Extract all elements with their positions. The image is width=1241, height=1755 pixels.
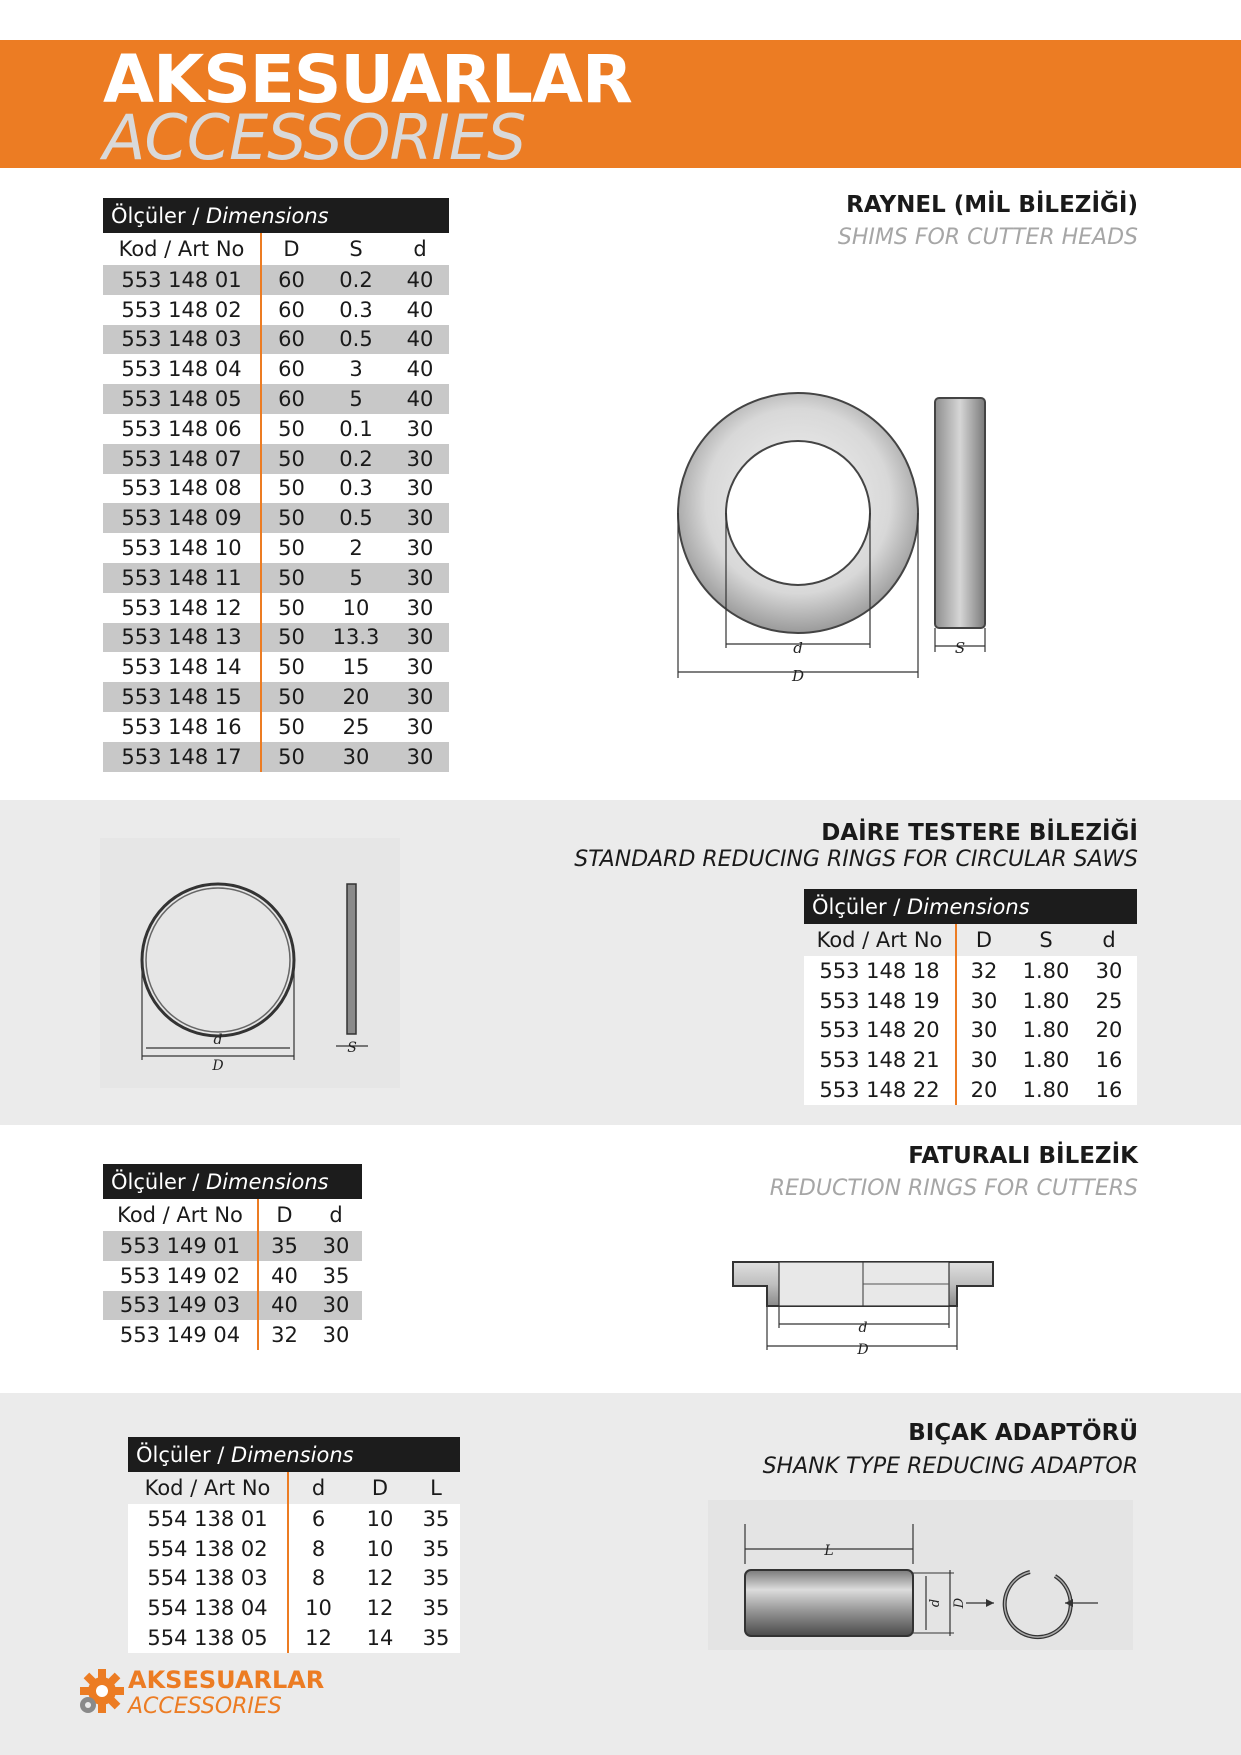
col-header-L: L bbox=[430, 1476, 442, 1500]
table-cell: 1.80 bbox=[1011, 1075, 1081, 1105]
saw-ring-d-label: d bbox=[213, 1032, 223, 1048]
table-cell: 1.80 bbox=[1011, 956, 1081, 986]
saw-ring-drawing bbox=[100, 838, 400, 1088]
table-row bbox=[103, 593, 449, 623]
table-row bbox=[128, 1504, 460, 1534]
table-cell: 554 138 03 bbox=[128, 1564, 288, 1594]
table-cell: 0.5 bbox=[321, 503, 391, 533]
gear-logo-icon bbox=[76, 1665, 128, 1717]
table-row bbox=[103, 474, 449, 504]
table-cell: 30 bbox=[310, 1291, 362, 1321]
table-cell: 32 bbox=[956, 956, 1011, 986]
table-cell: 12 bbox=[348, 1564, 412, 1594]
table-row bbox=[103, 1231, 362, 1261]
shim-drawing bbox=[665, 380, 1005, 690]
reduction-rings-table bbox=[103, 1164, 362, 1350]
saw-ring-D-label: D bbox=[212, 1058, 224, 1074]
table-cell: 60 bbox=[261, 384, 321, 414]
table-cell: 25 bbox=[321, 712, 391, 742]
col-header-code: Kod / Art No bbox=[128, 1472, 288, 1504]
table-cell: 40 bbox=[391, 354, 449, 384]
col-header-D: D bbox=[276, 1203, 293, 1227]
table-row bbox=[103, 503, 449, 533]
table-cell: 1.80 bbox=[1011, 986, 1081, 1016]
table-row bbox=[103, 623, 449, 653]
table-cell: 2 bbox=[321, 533, 391, 563]
table-cell: 50 bbox=[261, 533, 321, 563]
table-row bbox=[103, 652, 449, 682]
table-cell: 0.3 bbox=[321, 474, 391, 504]
table-cell: 10 bbox=[321, 593, 391, 623]
table-cell: 553 148 17 bbox=[103, 742, 261, 772]
col-header-d: d bbox=[1102, 928, 1116, 952]
table-row bbox=[103, 712, 449, 742]
table-cell: 32 bbox=[258, 1320, 310, 1350]
table-cell: 0.1 bbox=[321, 414, 391, 444]
saw-rings-title-tr: DAİRE TESTERE BİLEZİĞİ bbox=[821, 820, 1138, 846]
table-cell: 5 bbox=[321, 563, 391, 593]
shank-adaptor-title-en: SHANK TYPE REDUCING ADAPTOR bbox=[762, 1454, 1138, 1479]
table-cell: 553 148 02 bbox=[103, 295, 261, 325]
table-row bbox=[103, 295, 449, 325]
table-row bbox=[103, 533, 449, 563]
table-row bbox=[103, 742, 449, 772]
table-cell: 30 bbox=[391, 503, 449, 533]
table-row bbox=[103, 1320, 362, 1350]
table-title: Ölçüler / Dimensions bbox=[103, 1164, 362, 1199]
shim-d-label: d bbox=[793, 639, 803, 657]
table-cell: 553 149 02 bbox=[103, 1261, 258, 1291]
saw-rings-table bbox=[804, 889, 1137, 1105]
reduction-ring-D-label: D bbox=[857, 1342, 869, 1358]
table-row bbox=[103, 1261, 362, 1291]
table-cell: 30 bbox=[310, 1320, 362, 1350]
table-cell: 553 148 13 bbox=[103, 623, 261, 653]
table-cell: 0.3 bbox=[321, 295, 391, 325]
table-cell: 553 148 01 bbox=[103, 265, 261, 295]
table-cell: 60 bbox=[261, 295, 321, 325]
table-title: Ölçüler / Dimensions bbox=[804, 889, 1137, 924]
table-cell: 30 bbox=[956, 1045, 1011, 1075]
table-cell: 40 bbox=[258, 1261, 310, 1291]
table-row bbox=[128, 1564, 460, 1594]
table-cell: 35 bbox=[258, 1231, 310, 1261]
table-cell: 553 148 18 bbox=[804, 956, 956, 986]
table-cell: 554 138 02 bbox=[128, 1534, 288, 1564]
reduction-rings-title-tr: FATURALI BİLEZİK bbox=[908, 1143, 1138, 1169]
table-cell: 30 bbox=[391, 474, 449, 504]
banner-title-tr: AKSESUARLAR bbox=[103, 41, 632, 118]
table-cell: 50 bbox=[261, 742, 321, 772]
table-cell: 553 148 12 bbox=[103, 593, 261, 623]
reduction-rings-title-en: REDUCTION RINGS FOR CUTTERS bbox=[769, 1176, 1138, 1201]
table-cell: 50 bbox=[261, 503, 321, 533]
table-cell: 554 138 05 bbox=[128, 1623, 288, 1653]
col-header-code: Kod / Art No bbox=[804, 924, 956, 956]
table-cell: 30 bbox=[321, 742, 391, 772]
shim-D-label: D bbox=[791, 667, 805, 685]
col-header-d: d bbox=[413, 237, 427, 261]
table-cell: 60 bbox=[261, 325, 321, 355]
col-header-D: D bbox=[975, 928, 993, 952]
table-cell: 13.3 bbox=[321, 623, 391, 653]
table-cell: 30 bbox=[391, 593, 449, 623]
table-cell: 40 bbox=[391, 265, 449, 295]
table-cell: 50 bbox=[261, 712, 321, 742]
table-cell: 20 bbox=[321, 682, 391, 712]
table-cell: 35 bbox=[412, 1564, 460, 1594]
table-cell: 553 148 16 bbox=[103, 712, 261, 742]
table-cell: 16 bbox=[1081, 1045, 1137, 1075]
table-cell: 553 148 04 bbox=[103, 354, 261, 384]
table-row bbox=[804, 986, 1137, 1016]
reduction-ring-drawing bbox=[725, 1250, 1005, 1360]
table-cell: 553 148 14 bbox=[103, 652, 261, 682]
table-cell: 30 bbox=[956, 1016, 1011, 1046]
col-header-d: d bbox=[311, 1476, 326, 1500]
shims-title-en: SHIMS FOR CUTTER HEADS bbox=[837, 225, 1138, 250]
table-cell: 554 138 01 bbox=[128, 1504, 288, 1534]
table-cell: 553 149 01 bbox=[103, 1231, 258, 1261]
table-cell: 5 bbox=[321, 384, 391, 414]
table-cell: 60 bbox=[261, 354, 321, 384]
adaptor-D-label: D bbox=[952, 1597, 967, 1609]
footer-title-tr: AKSESUARLAR bbox=[128, 1666, 325, 1694]
table-cell: 30 bbox=[956, 986, 1011, 1016]
table-cell: 553 148 11 bbox=[103, 563, 261, 593]
table-cell: 25 bbox=[1081, 986, 1137, 1016]
adaptor-d-label: d bbox=[928, 1598, 943, 1608]
footer-title-en: ACCESSORIES bbox=[128, 1694, 282, 1719]
table-cell: 553 148 20 bbox=[804, 1016, 956, 1046]
table-row bbox=[103, 384, 449, 414]
table-cell: 20 bbox=[1081, 1016, 1137, 1046]
table-cell: 50 bbox=[261, 593, 321, 623]
table-row bbox=[103, 414, 449, 444]
table-cell: 8 bbox=[288, 1534, 348, 1564]
table-cell: 553 148 09 bbox=[103, 503, 261, 533]
table-cell: 30 bbox=[391, 712, 449, 742]
table-cell: 6 bbox=[288, 1504, 348, 1534]
col-header-D: D bbox=[371, 1476, 389, 1500]
table-cell: 50 bbox=[261, 444, 321, 474]
shank-adaptor-table bbox=[128, 1437, 460, 1653]
table-row bbox=[804, 1016, 1137, 1046]
table-cell: 553 148 19 bbox=[804, 986, 956, 1016]
table-cell: 14 bbox=[348, 1623, 412, 1653]
reduction-ring-d-label: d bbox=[858, 1320, 868, 1336]
table-cell: 50 bbox=[261, 682, 321, 712]
table-cell: 40 bbox=[258, 1291, 310, 1321]
saw-ring-S-label: S bbox=[347, 1040, 357, 1056]
table-cell: 0.5 bbox=[321, 325, 391, 355]
table-row bbox=[103, 1291, 362, 1321]
table-cell: 50 bbox=[261, 474, 321, 504]
table-row bbox=[103, 265, 449, 295]
table-cell: 40 bbox=[391, 295, 449, 325]
table-cell: 30 bbox=[1081, 956, 1137, 986]
adaptor-L-label: L bbox=[824, 1543, 834, 1559]
col-header-code: Kod / Art No bbox=[103, 233, 261, 265]
table-cell: 40 bbox=[391, 384, 449, 414]
table-cell: 30 bbox=[391, 414, 449, 444]
table-cell: 8 bbox=[288, 1564, 348, 1594]
table-row bbox=[804, 1075, 1137, 1105]
saw-rings-title-en: STANDARD REDUCING RINGS FOR CIRCULAR SAWS bbox=[574, 847, 1138, 872]
table-row bbox=[128, 1623, 460, 1653]
table-cell: 30 bbox=[391, 682, 449, 712]
table-cell: 60 bbox=[261, 265, 321, 295]
col-header-S: S bbox=[1039, 928, 1053, 952]
table-cell: 30 bbox=[391, 652, 449, 682]
table-cell: 554 138 04 bbox=[128, 1593, 288, 1623]
table-cell: 3 bbox=[321, 354, 391, 384]
table-cell: 553 148 15 bbox=[103, 682, 261, 712]
table-cell: 15 bbox=[321, 652, 391, 682]
col-header-d: d bbox=[329, 1203, 343, 1227]
table-cell: 553 148 06 bbox=[103, 414, 261, 444]
table-cell: 50 bbox=[261, 652, 321, 682]
table-cell: 553 148 08 bbox=[103, 474, 261, 504]
table-cell: 553 149 03 bbox=[103, 1291, 258, 1321]
page-banner bbox=[0, 40, 1241, 174]
table-row bbox=[128, 1534, 460, 1564]
shims-table bbox=[103, 198, 449, 772]
table-cell: 50 bbox=[261, 563, 321, 593]
table-cell: 0.2 bbox=[321, 444, 391, 474]
banner-title-en: ACCESSORIES bbox=[103, 101, 526, 174]
shims-title-tr: RAYNEL (MİL BİLEZİĞİ) bbox=[846, 192, 1138, 218]
table-cell: 553 148 03 bbox=[103, 325, 261, 355]
col-header-D: D bbox=[283, 237, 300, 261]
table-row bbox=[103, 354, 449, 384]
col-header-S: S bbox=[349, 237, 363, 261]
table-row bbox=[103, 325, 449, 355]
table-cell: 40 bbox=[391, 325, 449, 355]
table-cell: 20 bbox=[956, 1075, 1011, 1105]
table-cell: 0.2 bbox=[321, 265, 391, 295]
table-row bbox=[103, 444, 449, 474]
table-cell: 35 bbox=[412, 1504, 460, 1534]
table-cell: 553 148 22 bbox=[804, 1075, 956, 1105]
table-cell: 553 148 07 bbox=[103, 444, 261, 474]
table-cell: 30 bbox=[391, 623, 449, 653]
table-cell: 12 bbox=[288, 1623, 348, 1653]
table-cell: 50 bbox=[261, 623, 321, 653]
shank-adaptor-drawing bbox=[708, 1500, 1133, 1650]
table-cell: 30 bbox=[310, 1231, 362, 1261]
table-row bbox=[103, 563, 449, 593]
table-cell: 553 148 05 bbox=[103, 384, 261, 414]
shim-S-label: S bbox=[954, 639, 966, 657]
col-header-code: Kod / Art No bbox=[103, 1199, 258, 1231]
table-cell: 1.80 bbox=[1011, 1016, 1081, 1046]
table-cell: 35 bbox=[310, 1261, 362, 1291]
shank-adaptor-title-tr: BIÇAK ADAPTÖRÜ bbox=[908, 1420, 1138, 1446]
table-cell: 553 149 04 bbox=[103, 1320, 258, 1350]
table-cell: 30 bbox=[391, 563, 449, 593]
table-row bbox=[128, 1593, 460, 1623]
table-cell: 10 bbox=[348, 1504, 412, 1534]
table-row bbox=[804, 1045, 1137, 1075]
table-row bbox=[103, 682, 449, 712]
table-cell: 10 bbox=[348, 1534, 412, 1564]
table-cell: 12 bbox=[348, 1593, 412, 1623]
table-cell: 1.80 bbox=[1011, 1045, 1081, 1075]
table-cell: 10 bbox=[288, 1593, 348, 1623]
table-cell: 35 bbox=[412, 1593, 460, 1623]
table-row bbox=[804, 956, 1137, 986]
table-cell: 16 bbox=[1081, 1075, 1137, 1105]
table-title: Ölçüler / Dimensions bbox=[128, 1437, 460, 1472]
table-cell: 35 bbox=[412, 1623, 460, 1653]
table-cell: 35 bbox=[412, 1534, 460, 1564]
table-cell: 30 bbox=[391, 742, 449, 772]
table-cell: 30 bbox=[391, 444, 449, 474]
table-cell: 553 148 21 bbox=[804, 1045, 956, 1075]
table-title: Ölçüler / Dimensions bbox=[103, 198, 449, 233]
table-cell: 30 bbox=[391, 533, 449, 563]
table-cell: 50 bbox=[261, 414, 321, 444]
table-cell: 553 148 10 bbox=[103, 533, 261, 563]
